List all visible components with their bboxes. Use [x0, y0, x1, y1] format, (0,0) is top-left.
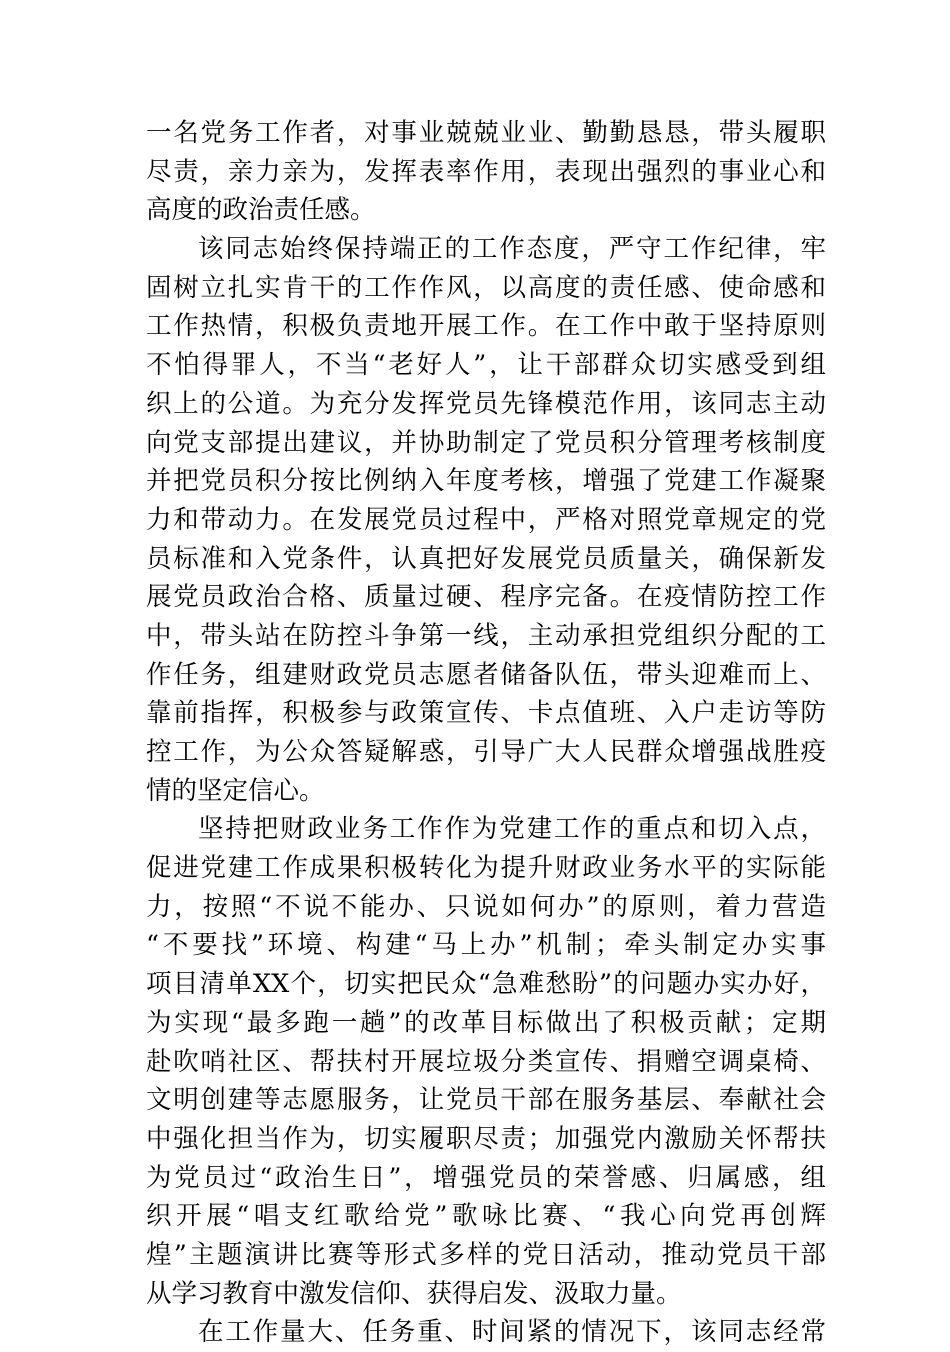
text-line: 为实现“最多跑一趟”的改革目标做出了积极贡献；定期 [146, 1007, 826, 1038]
text-line: 为党员过“政治生日”，增强党员的荣誉感、归属感，组 [146, 1162, 826, 1193]
text-line: 员标准和入党条件，认真把好发展党员质量关，确保新发 [146, 543, 826, 574]
text-line: 促进党建工作成果积极转化为提升财政业务水平的实际能 [146, 853, 826, 884]
text-line: 控工作，为公众答疑解惑，引导广大人民群众增强战胜疫 [146, 737, 826, 767]
paragraph-first-line: 坚持把财政业务工作作为党建工作的重点和切入点， [198, 814, 826, 845]
text-line: 赴吹哨社区、帮扶村开展垃圾分类宣传、捐赠空调桌椅、 [146, 1046, 826, 1077]
paragraph-first-line: 该同志始终保持端正的工作态度，严守工作纪律，牢 [198, 234, 826, 265]
text-line: 煌”主题演讲比赛等形式多样的党日活动，推动党员干部 [146, 1239, 826, 1270]
text-line: 作任务，组建财政党员志愿者储备队伍，带头迎难而上、 [146, 659, 826, 690]
text-line: 中，带头站在防控斗争第一线，主动承担党组织分配的工 [146, 620, 826, 651]
paragraph-first-line: 在工作量大、任务重、时间紧的情况下，该同志经常 [198, 1317, 826, 1348]
text-line: 工作热情，积极负责地开展工作。在工作中敢于坚持原则 [146, 311, 826, 342]
text-line: 力，按照“不说不能办、只说如何办”的原则，着力营造 [146, 891, 826, 922]
text-line: 从学习教育中激发信仰、获得启发、汲取力量。 [146, 1278, 682, 1309]
text-line: 项目清单XX个，切实把民众“急难愁盼”的问题办实办好， [146, 969, 826, 1000]
text-line: 并把党员积分按比例纳入年度考核，增强了党建工作凝聚 [146, 466, 826, 497]
text-line: 一名党务工作者，对事业兢兢业业、勤勤恳恳，带头履职 [146, 118, 826, 148]
text-line: 情的坚定信心。 [146, 775, 325, 806]
text-line: 不怕得罪人，不当“老好人”，让干部群众切实感受到组 [146, 350, 826, 381]
text-line: 靠前指挥，积极参与政策宣传、卡点值班、入户走访等防 [146, 698, 826, 729]
text-line: 力和带动力。在发展党员过程中，严格对照党章规定的党 [146, 504, 826, 535]
text-line: 向党支部提出建议，并协助制定了党员积分管理考核制度 [146, 427, 826, 458]
text-line: 中强化担当作为，切实履职尽责；加强党内激励关怀帮扶 [146, 1123, 826, 1154]
text-line: 文明创建等志愿服务，让党员干部在服务基层、奉献社会 [146, 1085, 826, 1116]
text-line: 高度的政治责任感。 [146, 195, 376, 226]
text-line: “不要找”环境、构建“马上办”机制；牵头制定办实事 [146, 930, 826, 961]
text-line: 织开展“唱支红歌给党”歌咏比赛、“我心向党再创辉 [146, 1201, 826, 1232]
text-line: 织上的公道。为充分发挥党员先锋模范作用，该同志主动 [146, 388, 826, 419]
text-line: 展党员政治合格、质量过硬、程序完备。在疫情防控工作 [146, 582, 826, 613]
text-line: 固树立扎实肯干的工作作风，以高度的责任感、使命感和 [146, 272, 826, 303]
text-line: 尽责，亲力亲为，发挥表率作用，表现出强烈的事业心和 [146, 156, 826, 187]
document-page [146, 114, 826, 1352]
